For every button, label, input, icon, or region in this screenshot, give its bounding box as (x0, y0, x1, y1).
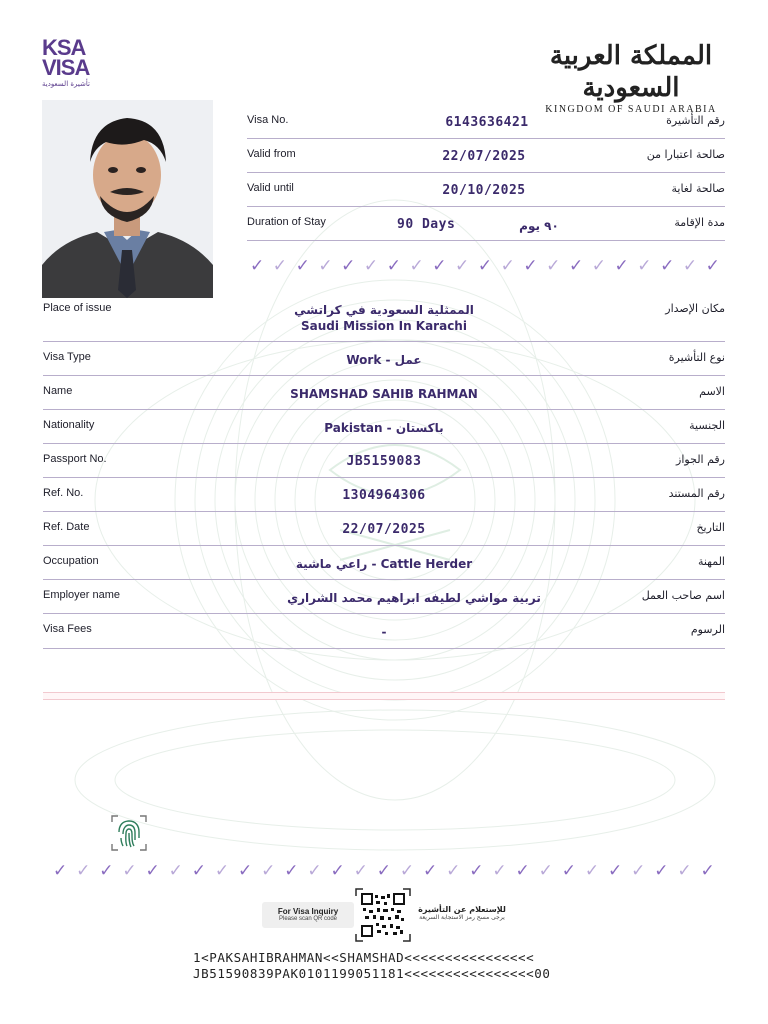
field-label-en: Ref. Date (43, 521, 90, 533)
ksa-visa-logo (42, 35, 104, 88)
field-label-ar: الجنسية (689, 419, 725, 432)
security-strip (43, 692, 725, 700)
mrz-line-1: 1<PAKSAHIBRAHMAN<<SHAMSHAD<<<<<<<<<<<<<<<< (193, 950, 535, 965)
field-row-visa-type (43, 342, 725, 376)
field-label-ar: اسم صاحب العمل (641, 589, 725, 602)
field-label-en: Visa Type (43, 351, 91, 363)
logo-text-ksa: KSA (42, 35, 86, 60)
field-label-en: Employer name (43, 589, 121, 601)
field-row-visa-no (247, 105, 725, 139)
inquiry-en-title: For Visa Inquiry (277, 907, 339, 916)
field-label-en: Valid from (247, 148, 296, 160)
field-row-ref-no (43, 478, 725, 512)
field-value-duration: 90 Days (397, 217, 456, 232)
field-label-ar: رقم الجواز (676, 453, 725, 466)
field-value-visa-no: 6143636421 (445, 115, 529, 130)
field-label-en: Duration of Stay (247, 216, 326, 228)
field-row-duration (247, 207, 725, 241)
field-value-passport-no: JB5159083 (346, 454, 422, 469)
field-value-occupation: راعي ماشية - Cattle Herder (295, 557, 473, 571)
field-label-ar: التاريخ (696, 521, 725, 534)
field-label-en: Name (43, 385, 73, 397)
field-label-ar: المهنة (697, 555, 725, 568)
field-row-nationality (43, 410, 725, 444)
field-value-valid-until: 20/10/2025 (442, 183, 526, 198)
field-value-valid-from: 22/07/2025 (442, 149, 526, 164)
visa-inquiry-block (262, 888, 512, 940)
field-label-ar: صالحة اعتبارا من (646, 148, 725, 161)
logo-text-visa: VISA (42, 55, 90, 80)
field-label-ar: الرسوم (690, 623, 725, 636)
field-row-passport-no (43, 444, 725, 478)
inquiry-ar-sub: يرجى مسح رمز الاستجابة السريعة (419, 914, 505, 921)
field-row-place-of-issue (43, 299, 725, 342)
security-check-pattern-top: ✓ ✓ ✓ ✓ ✓ ✓ ✓ ✓ ✓ ✓ ✓ ✓ ✓ ✓ ✓ ✓ ✓ ✓ ✓ ✓ ✓ (250, 256, 720, 276)
field-value-duration-ar: ٩٠ يوم (519, 219, 559, 233)
field-label-ar: رقم التأشيرة (666, 114, 725, 127)
field-value-place: Saudi Mission In Karachi (301, 319, 467, 333)
inquiry-en-panel (262, 902, 354, 928)
mrz-line-2: JB51590839PAK0101199051181<<<<<<<<<<<<<<<<00 (193, 966, 551, 981)
field-label-en: Place of issue (43, 302, 112, 314)
security-check-pattern-bottom: ✓ ✓ ✓ ✓ ✓ ✓ ✓ ✓ ✓ ✓ ✓ ✓ ✓ ✓ ✓ ✓ ✓ ✓ ✓ ✓ ✓ ✓ ✓ ✓ ✓ ✓ ✓ ✓ ✓ (53, 861, 715, 881)
field-value-visa-fees: - (381, 625, 387, 639)
field-row-occupation (43, 546, 725, 580)
field-label-ar: رقم المستند (668, 487, 725, 500)
qr-code[interactable] (355, 888, 411, 942)
field-value-visa-type: Work - عمل (346, 353, 422, 367)
field-label-en: Ref. No. (43, 487, 84, 499)
field-value-ref-no: 1304964306 (342, 488, 426, 503)
field-value-employer: تربية مواشي لطيفه ابراهيم محمد الشراري (287, 591, 541, 605)
field-value-place-ar: الممثلية السعودية في كراتشي (294, 303, 474, 317)
kingdom-title-arabic: المملكة العربية السعودية (549, 41, 713, 103)
field-row-ref-date (43, 512, 725, 546)
field-label-en: Passport No. (43, 453, 107, 465)
kingdom-title-english: KINGDOM OF SAUDI ARABIA (545, 104, 717, 115)
fingerprint-icon (110, 814, 148, 852)
field-row-visa-fees (43, 614, 725, 649)
field-value-nationality: Pakistan - باكستان (324, 421, 444, 435)
field-row-name (43, 376, 725, 410)
inquiry-ar-panel (412, 902, 512, 928)
field-label-ar: صالحة لغاية (671, 182, 725, 195)
field-label-en: Valid until (247, 182, 294, 194)
field-label-ar: الاسم (699, 385, 725, 398)
field-value-name: SHAMSHAD SAHIB RAHMAN (290, 387, 478, 401)
field-label-ar: مدة الإقامة (674, 216, 725, 229)
field-label-en: Nationality (43, 419, 95, 431)
field-label-ar: نوع التأشيرة (668, 351, 725, 364)
field-label-ar: مكان الإصدار (665, 302, 725, 315)
field-row-valid-until (247, 173, 725, 207)
field-row-employer (43, 580, 725, 614)
logo-subtitle: تأشيرة السعودية (42, 80, 90, 88)
holder-photo (42, 100, 213, 298)
field-label-en: Visa Fees (43, 623, 92, 635)
inquiry-en-sub: Please scan QR code (278, 916, 338, 922)
kingdom-title (536, 40, 726, 115)
field-label-en: Visa No. (247, 114, 289, 126)
field-row-valid-from (247, 139, 725, 173)
field-value-ref-date: 22/07/2025 (342, 522, 426, 537)
field-label-en: Occupation (43, 555, 99, 567)
inquiry-ar-title: للإستعلام عن التأشيرة (418, 905, 506, 914)
